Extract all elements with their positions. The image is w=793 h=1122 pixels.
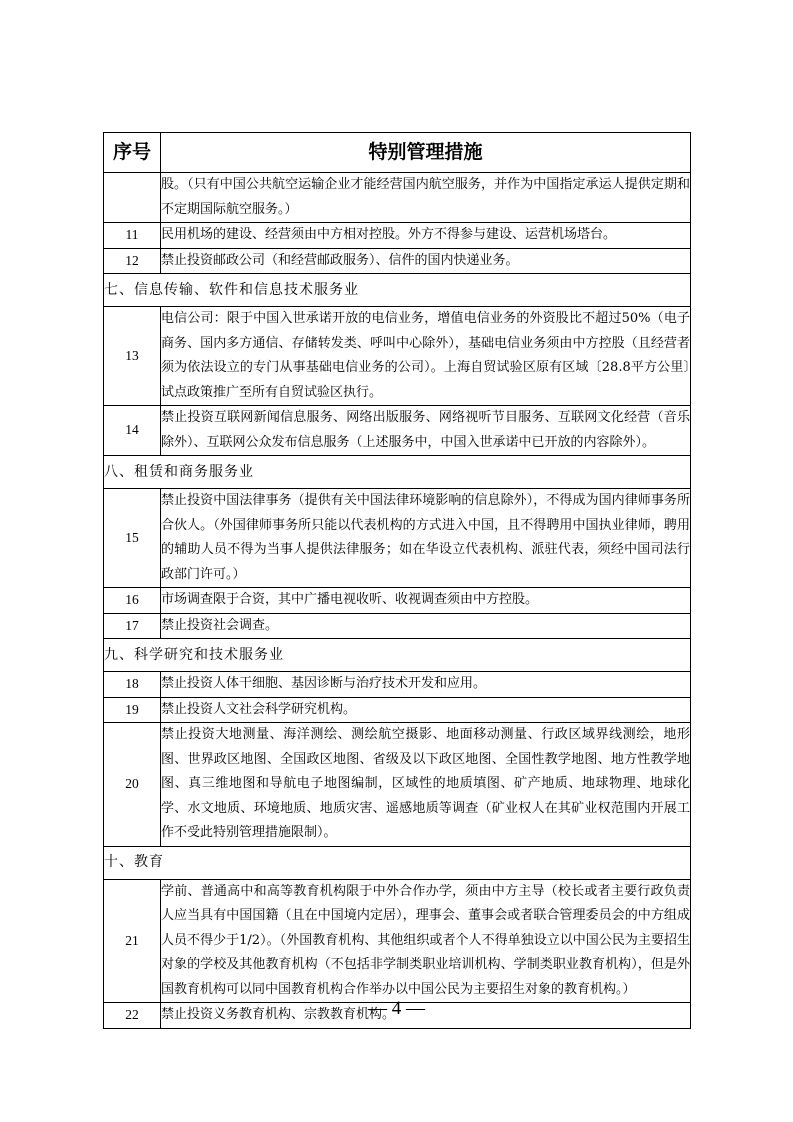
row-number: 18	[104, 672, 161, 698]
row-number: 15	[104, 489, 161, 588]
section-heading: 七、信息传输、软件和信息技术服务业	[104, 274, 691, 307]
row-number: 19	[104, 697, 161, 723]
row-text: 市场调查限于合资，其中广播电视收听、收视调查须由中方控股。	[161, 588, 691, 614]
row-text: 股。（只有中国公共航空运输企业才能经营国内航空服务，并作为中国指定承运人提供定期和不定期国际航空服务。）	[161, 173, 691, 223]
table-row	[104, 223, 691, 249]
row-number: 22	[104, 1003, 161, 1029]
row-text: 电信公司：限于中国入世承诺开放的电信业务，增值电信业务的外资股比不超过50%（电子商务、国内多方通信、存储转发类、呼叫中心除外），基础电信业务须由中方控股（且经营者须为依法设立的专门从事基础电信业务的公司）。上海自贸试验区原有区域〔28.8平方公里〕试点政策推广至所有自贸试验区执行。	[161, 307, 691, 406]
table-row	[104, 672, 691, 698]
row-number: 13	[104, 307, 161, 406]
row-number: 17	[104, 613, 161, 639]
row-text: 禁止投资大地测量、海洋测绘、测绘航空摄影、地面移动测量、行政区域界线测绘，地形图、世界政区地图、全国政区地图、省级及以下政区地图、全国性教学地图、地方性教学地图、真三维地图和导航电子地图编制，区域性的地质填图、矿产地质、地球物理、地球化学、水文地质、环境地质、地质灾害、遥感地质等调查（矿业权人在其矿业权范围内开展工作不受此特别管理措施限制）。	[161, 723, 691, 847]
row-text: 学前、普通高中和高等教育机构限于中外合作办学，须由中方主导（校长或者主要行政负责人应当具有中国国籍（且在中国境内定居），理事会、董事会或者联合管理委员会的中方组成人员不得少于1/2）。（外国教育机构、其他组织或者个人不得单独设立以中国公民为主要招生对象的学校及其他教育机构（不包括非学制类职业培训机构、学制类职业教育机构），但是外国教育机构可以同中国教育机构合作举办以中国公民为主要招生对象的教育机构。）	[161, 879, 691, 1003]
section-heading: 十、教育	[104, 846, 691, 879]
row-text: 禁止投资邮政公司（和经营邮政服务）、信件的国内快递业务。	[161, 248, 691, 274]
table-row	[104, 879, 691, 1003]
table-row	[104, 406, 691, 456]
header-measure: 特别管理措施	[161, 133, 691, 173]
table-row	[104, 489, 691, 588]
row-text: 禁止投资中国法律事务（提供有关中国法律环境影响的信息除外），不得成为国内律师事务所合伙人。（外国律师事务所只能以代表机构的方式进入中国，且不得聘用中国执业律师，聘用的辅助人员不得为当事人提供法律服务；如在华设立代表机构、派驻代表，须经中国司法行政部门许可。）	[161, 489, 691, 588]
table-row	[104, 613, 691, 639]
table-row	[104, 588, 691, 614]
section-row	[104, 639, 691, 672]
section-heading: 九、科学研究和技术服务业	[104, 639, 691, 672]
table-row	[104, 723, 691, 847]
header-number: 序号	[104, 133, 161, 173]
table-row	[104, 173, 691, 223]
page-number: — 4 —	[368, 998, 425, 1019]
table-row	[104, 697, 691, 723]
special-measures-table	[103, 132, 691, 1029]
section-row	[104, 846, 691, 879]
section-row	[104, 274, 691, 307]
row-text: 民用机场的建设、经营须由中方相对控股。外方不得参与建设、运营机场塔台。	[161, 223, 691, 249]
row-number: 16	[104, 588, 161, 614]
row-text: 禁止投资人文社会科学研究机构。	[161, 697, 691, 723]
section-heading: 八、租赁和商务服务业	[104, 456, 691, 489]
section-row	[104, 456, 691, 489]
table-row	[104, 248, 691, 274]
row-number: 12	[104, 248, 161, 274]
row-number: 21	[104, 879, 161, 1003]
table-header-row	[104, 133, 691, 173]
row-text: 禁止投资人体干细胞、基因诊断与治疗技术开发和应用。	[161, 672, 691, 698]
row-text: 禁止投资互联网新闻信息服务、网络出版服务、网络视听节目服务、互联网文化经营（音乐除外）、互联网公众发布信息服务（上述服务中，中国入世承诺中已开放的内容除外）。	[161, 406, 691, 456]
row-number: 11	[104, 223, 161, 249]
row-number: 20	[104, 723, 161, 847]
row-text: 禁止投资义务教育机构、宗教教育机构。	[161, 1003, 691, 1029]
table-row	[104, 307, 691, 406]
row-text: 禁止投资社会调查。	[161, 613, 691, 639]
row-number	[104, 173, 161, 223]
row-number: 14	[104, 406, 161, 456]
